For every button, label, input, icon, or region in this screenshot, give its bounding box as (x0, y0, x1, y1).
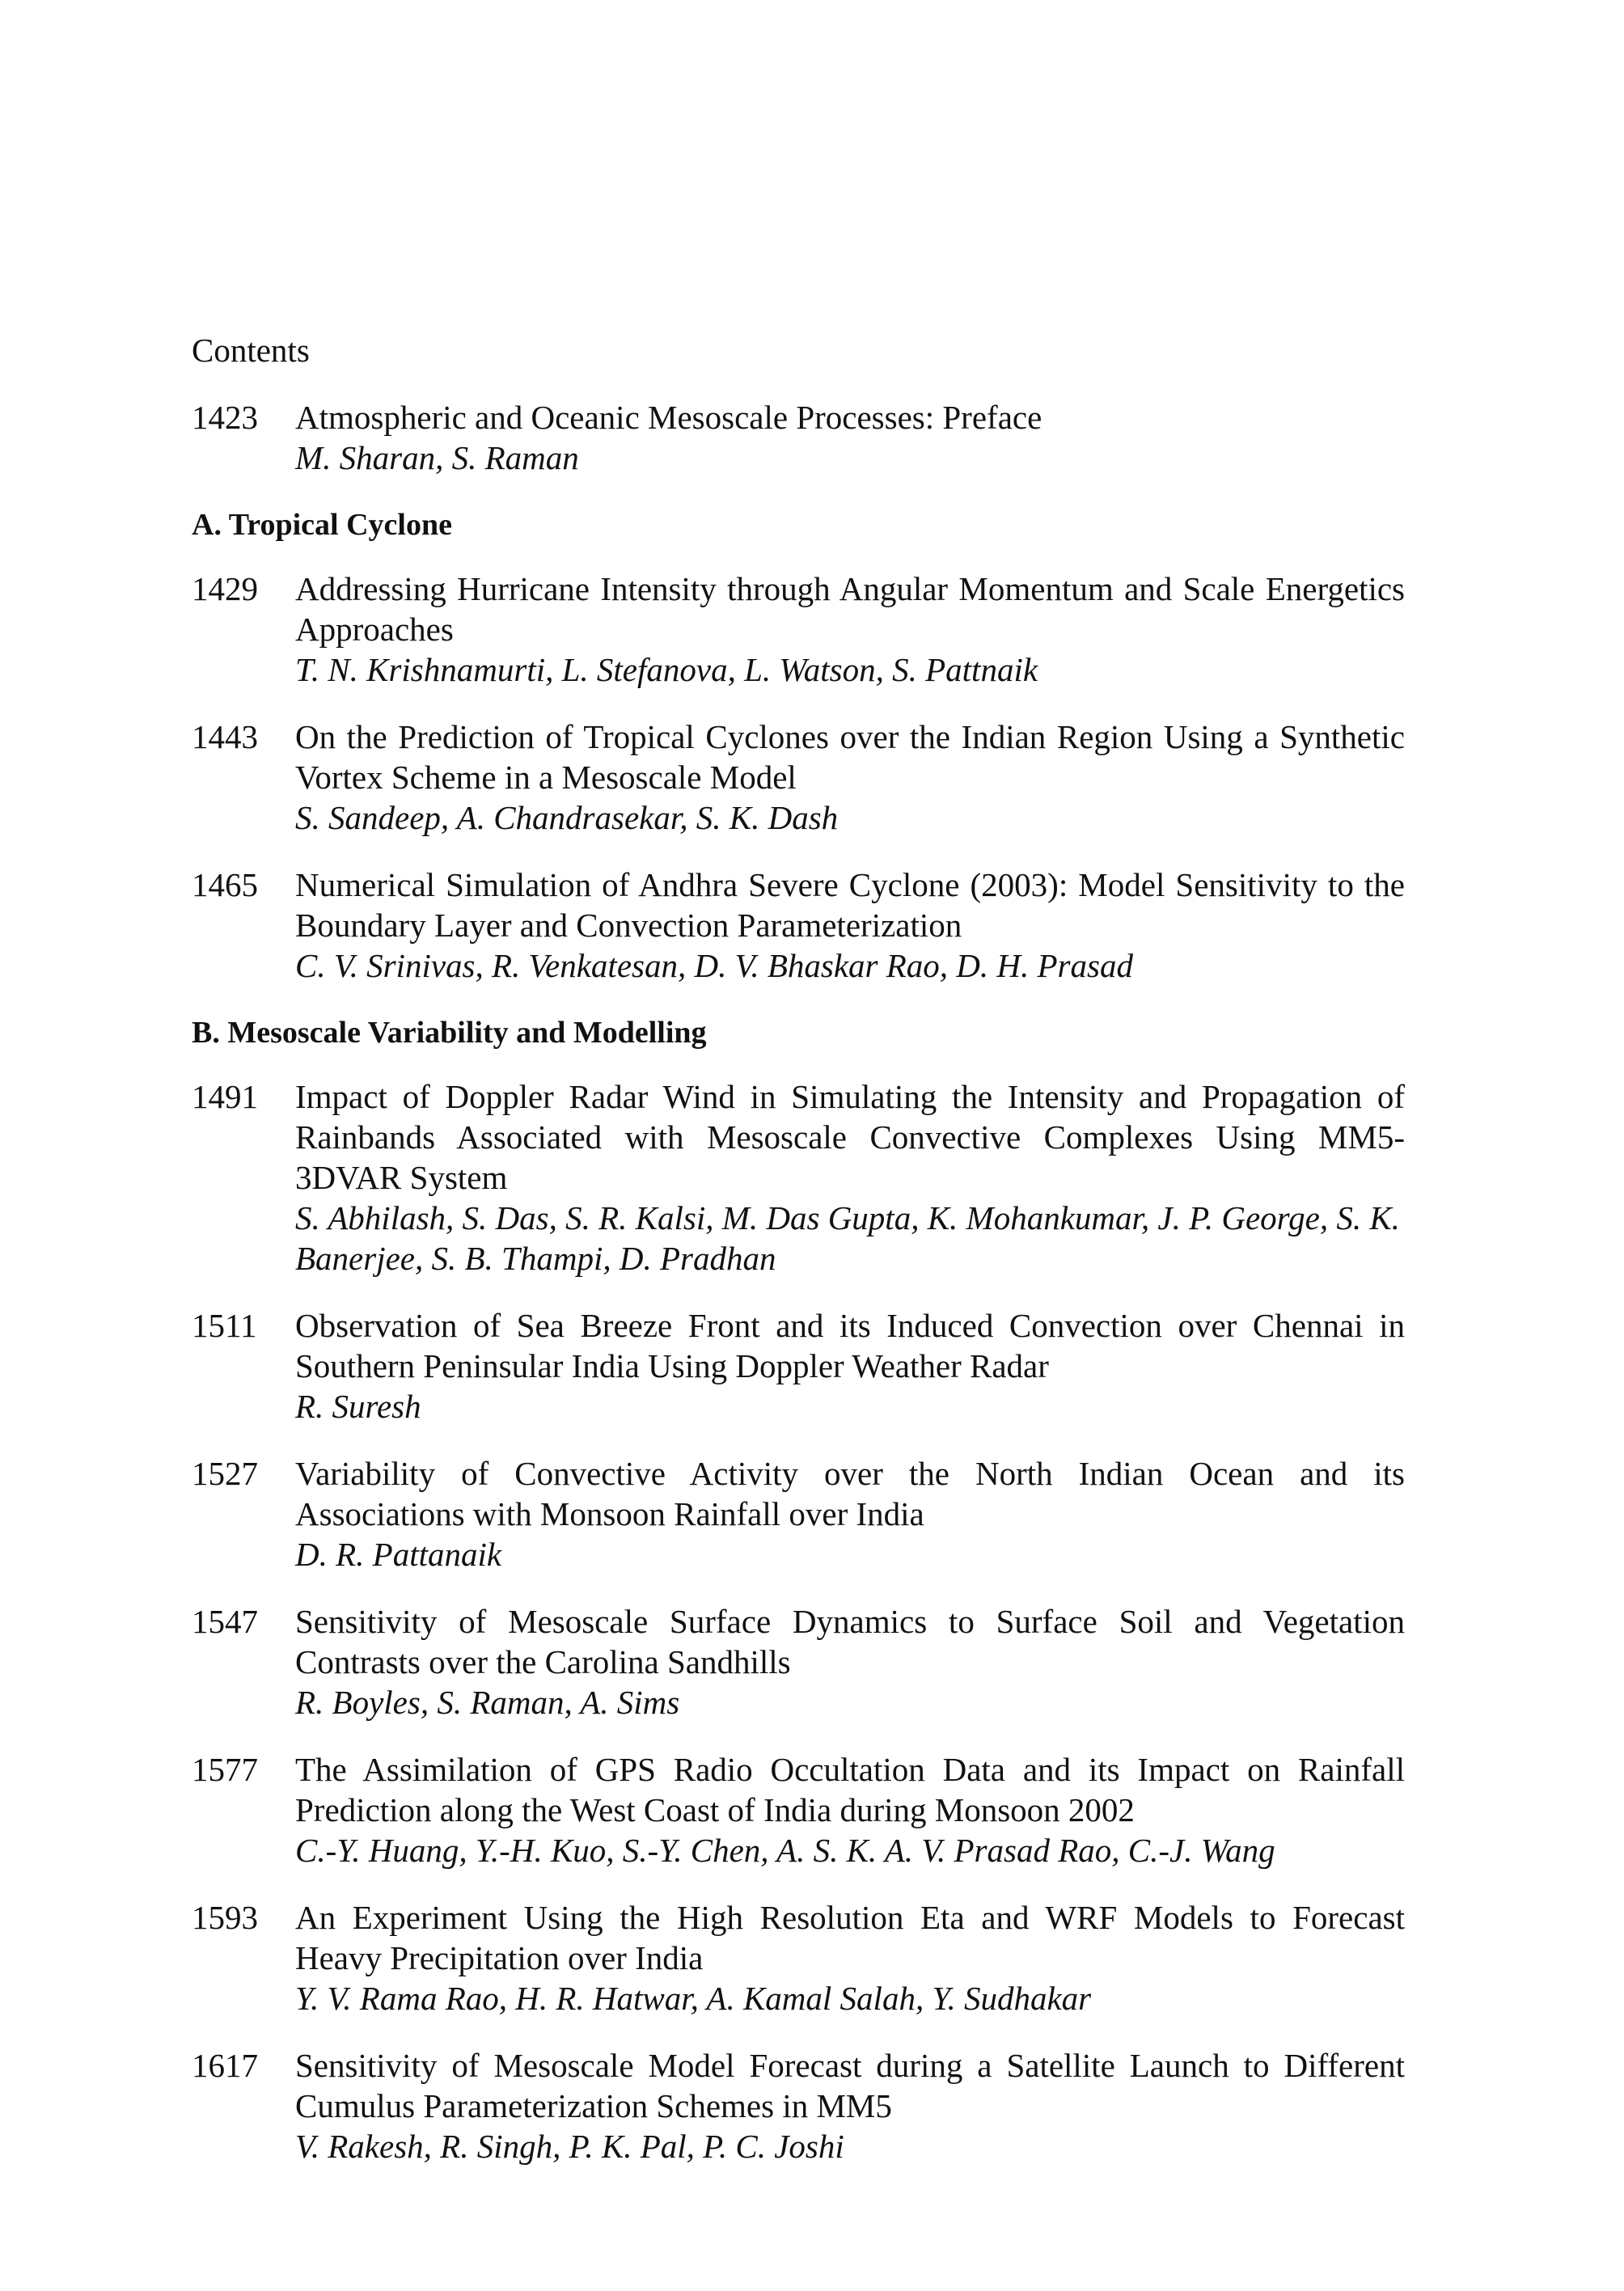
entry-page-number: 1429 (192, 570, 258, 607)
entry-page-number: 1511 (192, 1307, 257, 1344)
toc-entry (192, 1305, 1405, 1427)
entry-authors: V. Rakesh, R. Singh, P. K. Pal, P. C. Joshi (295, 2128, 844, 2165)
entry-authors: R. Suresh (295, 1388, 421, 1425)
entry-title: An Experiment Using the High Resolution Eta and WRF Models to Forecast Heavy Precipitation over India (295, 1899, 1405, 1976)
toc-entry-preface (192, 397, 1405, 478)
contents-heading: Contents (192, 332, 310, 369)
toc-entry (192, 2045, 1405, 2166)
entry-title: Observation of Sea Breeze Front and its Induced Convection over Chennai in Southern Peninsular India Using Doppler Weather Radar (295, 1307, 1405, 1384)
entry-authors: Y. V. Rama Rao, H. R. Hatwar, A. Kamal Salah, Y. Sudhakar (295, 1980, 1092, 2017)
entry-title: Numerical Simulation of Andhra Severe Cyclone (2003): Model Sensitivity to the Boundary Layer and Convection Parameterization (295, 866, 1405, 944)
toc-entry (192, 1453, 1405, 1575)
entry-page-number: 1465 (192, 866, 258, 903)
entry-authors: S. Abhilash, S. Das, S. R. Kalsi, M. Das Gupta, K. Mohankumar, J. P. George, S. K. Banerjee, S. B. Thampi, D. Pradhan (295, 1199, 1400, 1277)
entry-authors: D. R. Pattanaik (295, 1536, 502, 1573)
contents-page (192, 330, 1405, 2193)
entry-authors: C. V. Srinivas, R. Venkatesan, D. V. Bhaskar Rao, D. H. Prasad (295, 947, 1133, 984)
entry-page-number: 1617 (192, 2047, 258, 2084)
entry-authors: T. N. Krishnamurti, L. Stefanova, L. Watson, S. Pattnaik (295, 651, 1038, 688)
entry-page-number: 1547 (192, 1603, 258, 1640)
toc-entry (192, 864, 1405, 986)
toc-entry (192, 1601, 1405, 1722)
toc-entry (192, 716, 1405, 838)
toc-entry (192, 1897, 1405, 2018)
entry-page-number: 1593 (192, 1899, 258, 1936)
entry-authors: R. Boyles, S. Raman, A. Sims (295, 1684, 680, 1721)
entry-title: The Assimilation of GPS Radio Occultation Data and its Impact on Rainfall Prediction along the West Coast of India during Monsoon 2002 (295, 1751, 1405, 1828)
toc-entry (192, 1749, 1405, 1870)
section-heading-tropical-cyclone: A. Tropical Cyclone (192, 508, 452, 542)
entry-title: Variability of Convective Activity over the North Indian Ocean and its Associations with Monsoon Rainfall over India (295, 1455, 1405, 1532)
entry-title: Atmospheric and Oceanic Mesoscale Processes: Preface (295, 399, 1042, 436)
entry-authors: C.-Y. Huang, Y.-H. Kuo, S.-Y. Chen, A. S. K. A. V. Prasad Rao, C.-J. Wang (295, 1832, 1275, 1869)
entry-authors: M. Sharan, S. Raman (295, 439, 579, 476)
entry-title: Sensitivity of Mesoscale Surface Dynamics to Surface Soil and Vegetation Contrasts over the Carolina Sandhills (295, 1603, 1405, 1680)
toc-entry (192, 569, 1405, 690)
entry-page-number: 1443 (192, 718, 258, 755)
entry-page-number: 1491 (192, 1078, 258, 1115)
entry-page-number: 1577 (192, 1751, 258, 1788)
toc-entry (192, 1076, 1405, 1279)
entry-title: Addressing Hurricane Intensity through Angular Momentum and Scale Energetics Approaches (295, 570, 1405, 648)
section-heading-mesoscale-variability: B. Mesoscale Variability and Modelling (192, 1016, 707, 1050)
entry-title: On the Prediction of Tropical Cyclones over the Indian Region Using a Synthetic Vortex Scheme in a Mesoscale Model (295, 718, 1405, 796)
entry-authors: S. Sandeep, A. Chandrasekar, S. K. Dash (295, 799, 839, 836)
entry-page-number: 1423 (192, 399, 258, 436)
entry-title: Impact of Doppler Radar Wind in Simulating the Intensity and Propagation of Rainbands Associated with Mesoscale Convective Complexes Using MM5-3DVAR System (295, 1078, 1405, 1196)
entry-title: Sensitivity of Mesoscale Model Forecast during a Satellite Launch to Different Cumulus Parameterization Schemes in MM5 (295, 2047, 1405, 2124)
entry-page-number: 1527 (192, 1455, 258, 1492)
